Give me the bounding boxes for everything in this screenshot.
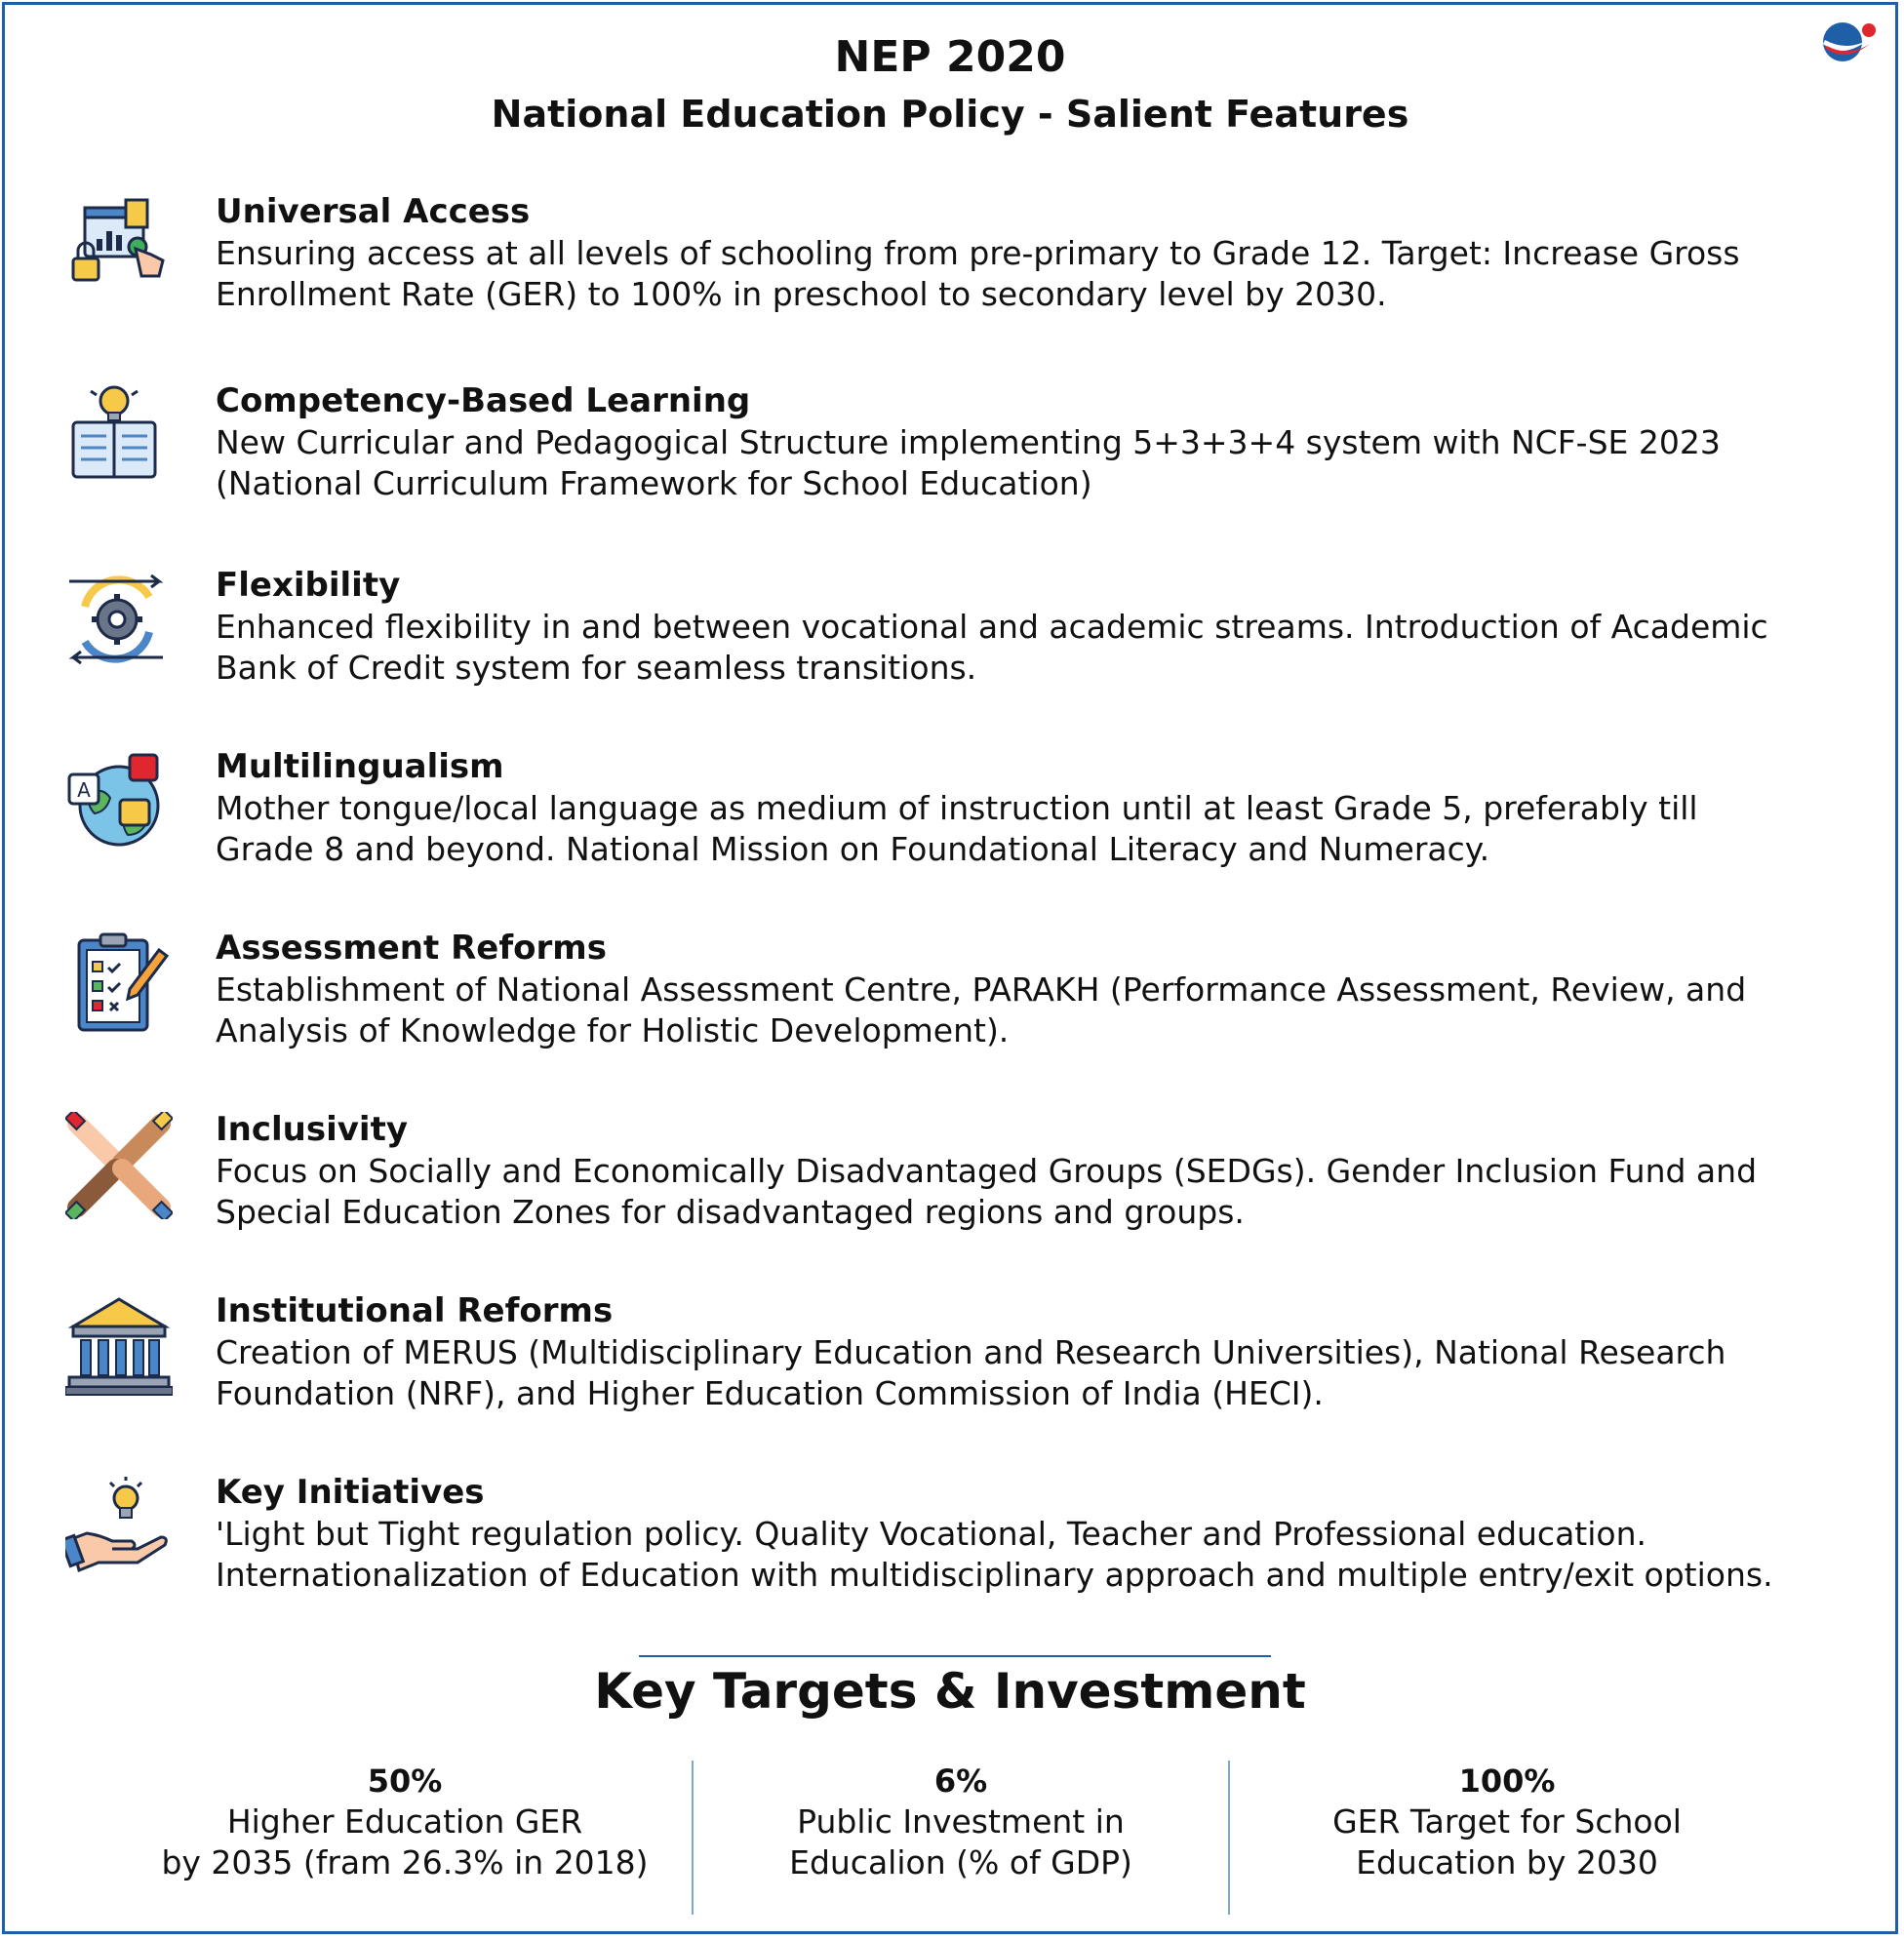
target-school-ger bbox=[1244, 1761, 1770, 1883]
target-description-line: GER Target for School bbox=[1332, 1802, 1682, 1841]
page-subtitle: National Education Policy - Salient Features bbox=[491, 93, 1409, 136]
hand-lightbulb-icon bbox=[65, 1475, 173, 1582]
institution-building-icon bbox=[65, 1293, 173, 1401]
feature-description-line: (National Curriculum Framework for School Education) bbox=[216, 464, 1092, 502]
feature-description-line: Establishment of National Assessment Centre, PARAKH (Performance Assessment, Review, and bbox=[216, 970, 1747, 1009]
feature-description-line: Internationalization of Education with multidisciplinary approach and multiple entry/exit options. bbox=[216, 1556, 1773, 1594]
feature-description-line: Bank of Credit system for seamless transitions. bbox=[216, 649, 977, 687]
feature-description-line: Analysis of Knowledge for Holistic Development). bbox=[216, 1011, 1010, 1049]
feature-description-line: Foundation (NRF), and Higher Education Commission of India (HECI). bbox=[216, 1374, 1324, 1412]
feature-heading: Multilingualism bbox=[216, 747, 504, 786]
target-description-line: Higher Education GER bbox=[226, 1802, 583, 1841]
feature-heading: Competency-Based Learning bbox=[216, 381, 751, 420]
column-divider bbox=[692, 1761, 694, 1915]
feature-heading: Key Initiatives bbox=[216, 1473, 485, 1512]
joined-hands-icon bbox=[65, 1112, 173, 1219]
page-title: NEP 2020 bbox=[834, 32, 1066, 82]
globe-language-icon bbox=[65, 749, 173, 856]
feature-description-line: Mother tongue/local language as medium of instruction until at least Grade 5, preferably till bbox=[216, 789, 1698, 827]
column-divider bbox=[1228, 1761, 1230, 1915]
target-value: 6% bbox=[933, 1762, 988, 1800]
svg-text:A: A bbox=[77, 778, 91, 802]
target-description-line: Educalion (% of GDP) bbox=[789, 1843, 1132, 1881]
target-description-line: by 2035 (fram 26.3% in 2018) bbox=[161, 1843, 649, 1881]
feature-description-line: Enrollment Rate (GER) to 100% in preschool to secondary level by 2030. bbox=[216, 275, 1387, 313]
access-dashboard-icon bbox=[65, 194, 173, 301]
feature-description-line: Ensuring access at all levels of schooling from pre-primary to Grade 12. Target: Increase Gross bbox=[216, 234, 1740, 272]
target-description-line: Public Investment in bbox=[797, 1802, 1125, 1841]
target-public-investment bbox=[707, 1761, 1214, 1883]
target-higher-education-ger bbox=[132, 1761, 678, 1883]
gear-arrows-icon bbox=[65, 568, 173, 675]
target-description-line: Education by 2030 bbox=[1356, 1843, 1658, 1881]
infographic-frame bbox=[2, 2, 1898, 1934]
feature-description-line: Creation of MERUS (Multidisciplinary Education and Research Universities), National Research bbox=[216, 1333, 1726, 1371]
feature-description-line: Grade 8 and beyond. National Mission on Foundational Literacy and Numeracy. bbox=[216, 830, 1490, 868]
feature-description-line: Focus on Socially and Economically Disadvantaged Groups (SEDGs). Gender Inclusion Fund and bbox=[216, 1152, 1758, 1190]
feature-heading: Universal Access bbox=[216, 192, 531, 231]
target-value: 50% bbox=[367, 1762, 443, 1800]
target-value: 100% bbox=[1458, 1762, 1556, 1800]
feature-description-line: Special Education Zones for disadvantaged regions and groups. bbox=[216, 1193, 1245, 1231]
feature-heading: Institutional Reforms bbox=[216, 1291, 614, 1330]
feature-heading: Inclusivity bbox=[216, 1110, 408, 1149]
section-divider bbox=[639, 1655, 1271, 1657]
feature-heading: Flexibility bbox=[216, 566, 401, 605]
lightbulb-book-icon bbox=[65, 383, 173, 491]
clipboard-checklist-icon bbox=[65, 930, 173, 1038]
feature-description-line: New Curricular and Pedagogical Structure implementing 5+3+3+4 system with NCF-SE 2023 bbox=[216, 423, 1721, 461]
feature-heading: Assessment Reforms bbox=[216, 929, 607, 968]
targets-title: Key Targets & Investment bbox=[594, 1663, 1306, 1720]
feature-description-line: Enhanced flexibility in and between vocational and academic streams. Introduction of Academic bbox=[216, 608, 1768, 646]
feature-description-line: 'Light but Tight regulation policy. Quality Vocational, Teacher and Professional education. bbox=[216, 1515, 1647, 1553]
